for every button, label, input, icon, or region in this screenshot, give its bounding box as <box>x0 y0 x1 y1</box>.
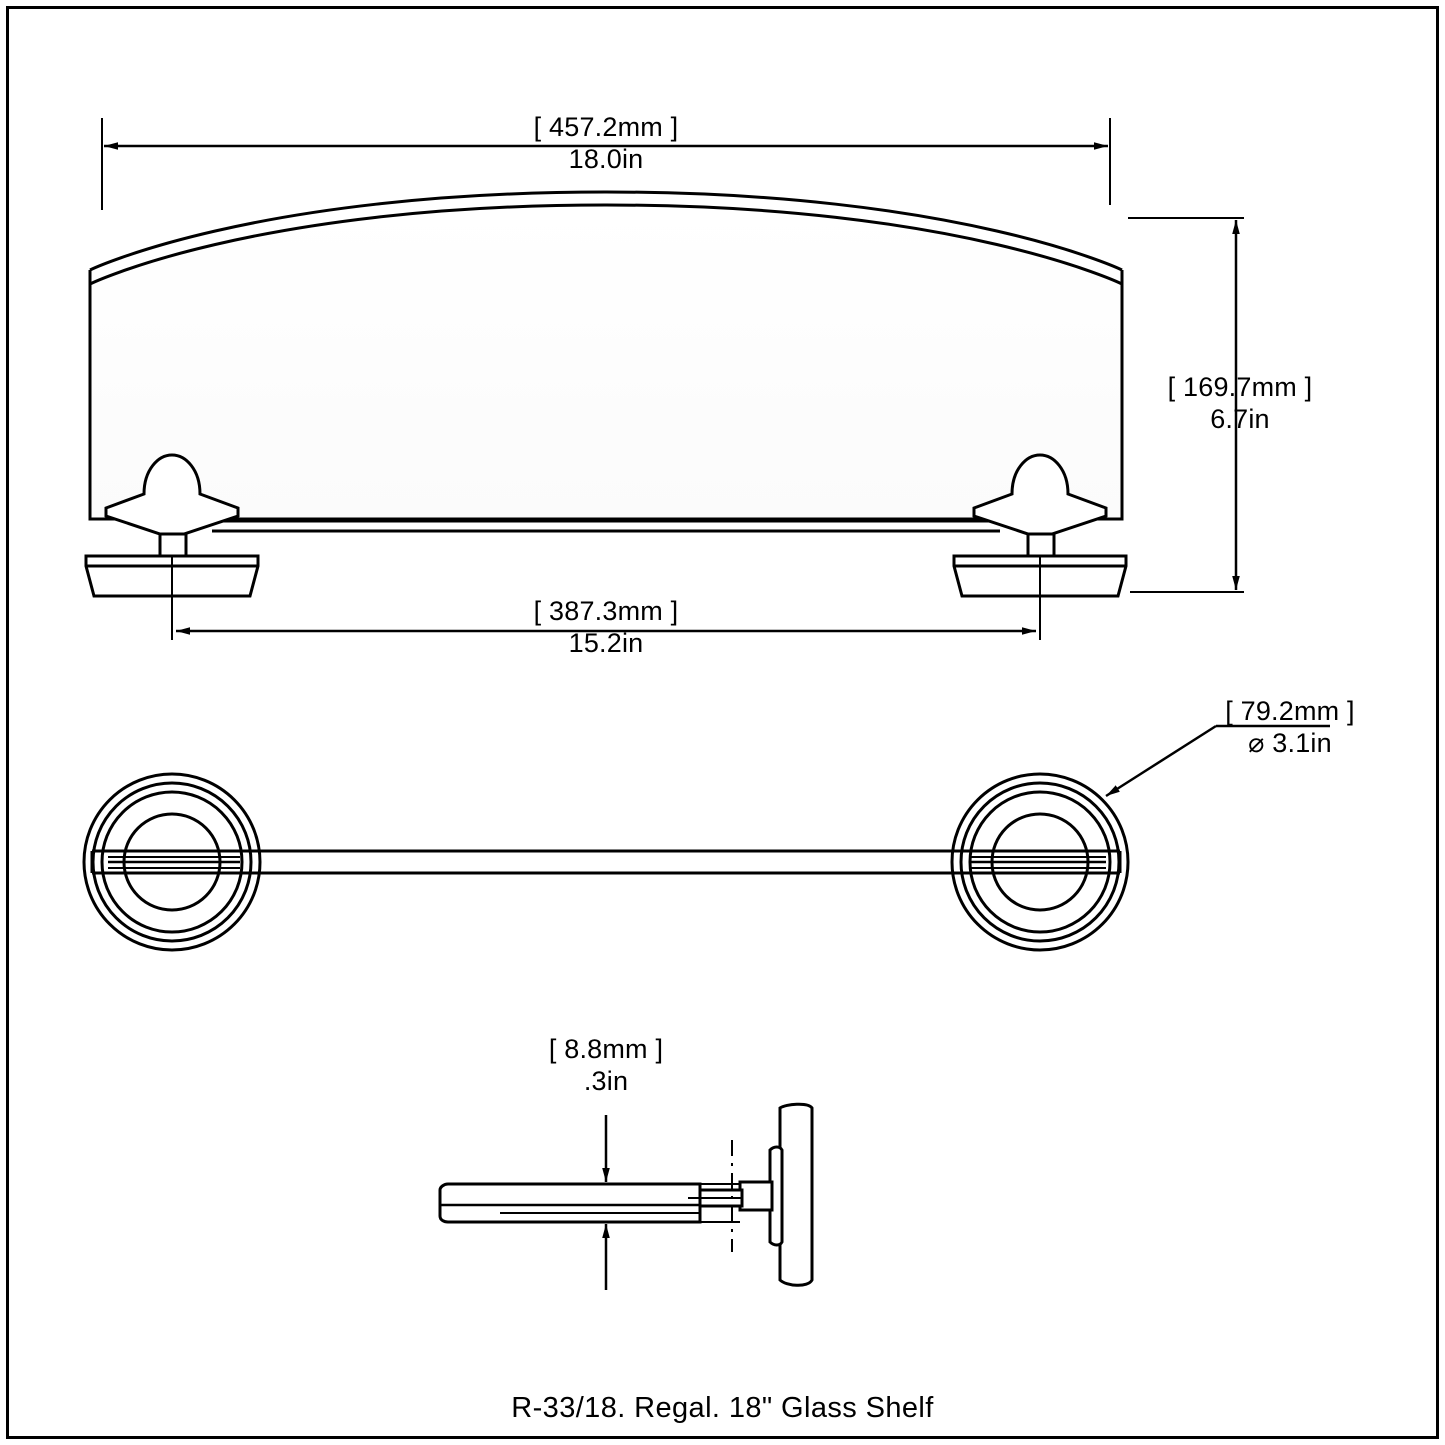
top-view-geometry <box>84 774 1128 950</box>
dimension-glass-thickness-mm: [ 8.8mm ] <box>548 1034 664 1064</box>
dimension-overall-height-in: 6.7in <box>1210 403 1270 434</box>
dimension-overall-height-label <box>1130 372 1350 436</box>
dimension-mounting-center-distance-mm: [ 387.3mm ] <box>533 596 679 626</box>
dimension-mounting-center-distance-in: 15.2in <box>568 627 644 658</box>
dimension-rosette-diameter-label <box>1180 696 1400 760</box>
dimension-overall-width-in: 18.0in <box>568 143 644 174</box>
side-view-geometry <box>440 1104 812 1285</box>
dimension-mounting-center-distance-label <box>406 596 806 660</box>
title-caption: R-33/18. Regal. 18" Glass Shelf <box>511 1392 934 1424</box>
dimension-overall-width-mm: [ 457.2mm ] <box>533 112 679 142</box>
dimension-rosette-diameter-mm: [ 79.2mm ] <box>1225 696 1355 726</box>
dimension-overall-height-mm: [ 169.7mm ] <box>1167 372 1313 402</box>
dimension-glass-thickness-in: .3in <box>583 1065 629 1096</box>
dimension-overall-width-label <box>406 112 806 176</box>
dimension-glass-thickness-label <box>496 1034 716 1098</box>
front-view-geometry <box>86 192 1126 596</box>
dimension-rosette-diameter-in: ⌀ 3.1in <box>1248 727 1332 758</box>
